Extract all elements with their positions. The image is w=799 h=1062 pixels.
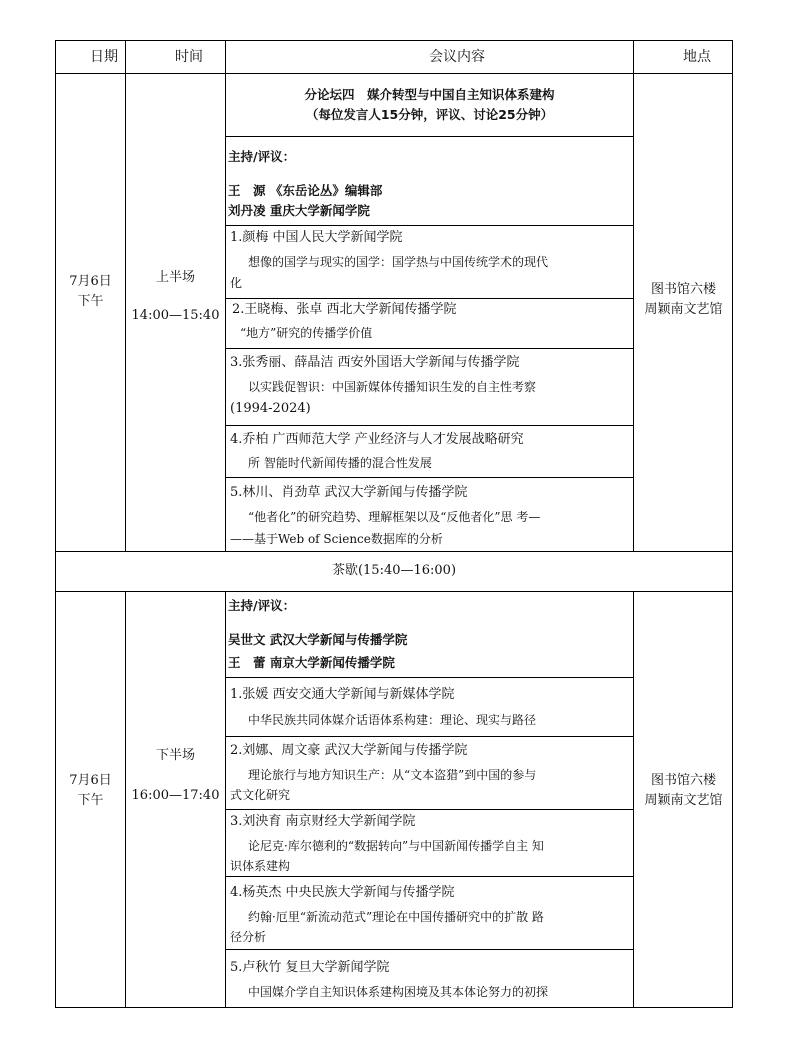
session1-location-line2: 周颖南文艺馆 [644,302,723,317]
talk-speaker: 4.乔柏 广西师范大学 产业经济与人才发展战略研究 [230,432,524,447]
session2-date-line2: 下午 [77,793,104,808]
talk-speaker: 2.王晓梅、张卓 西北大学新闻传播学院 [232,302,457,317]
session1-location [634,280,733,320]
session2-location-line2: 周颖南文艺馆 [644,793,723,808]
talk-title: 约翰·厄里“新流动范式”理论在中国传播研究中的扩散 路 [248,910,544,924]
talk-title: “地方”研究的传播学价值 [240,326,373,340]
session2-host-1: 吴世文 武汉大学新闻与传播学院 [228,632,408,647]
row-divider [225,809,634,810]
session2-time-range: 16:00—17:40 [131,788,220,803]
talk-speaker: 4.杨英杰 中央民族大学新闻与传播学院 [230,885,455,900]
talk-title: 所 智能时代新闻传播的混合性发展 [248,456,432,470]
session1-time [126,268,225,326]
talk-speaker: 1.张媛 西安交通大学新闻与新媒体学院 [230,687,455,702]
table-border-left [55,40,56,1008]
talk-speaker: 3.张秀丽、薛晶洁 西安外国语大学新闻与传播学院 [230,355,520,370]
session1-half: 上半场 [155,270,195,285]
header-divider [55,73,733,74]
talk-title: 以实践促智识：中国新媒体传播知识生发的自主性考察 [248,380,537,394]
row-divider [225,477,634,478]
session2-host-2: 王 蕾 南京大学新闻传播学院 [228,655,395,670]
talk-title: 识体系建构 [230,859,291,873]
session1-host-1: 王 源 《东岳论丛》编辑部 [228,183,383,198]
talk-title: 中华民族共同体媒介话语体系构建：理论、现实与路径 [248,713,537,727]
table-border-right [732,40,733,1008]
forum-title: 分论坛四 媒介转型与中国自主知识体系建构 [304,87,555,102]
talk-title: 理论旅行与地方知识生产：从“文本盗猎”到中国的参与 [248,768,537,782]
talk-speaker: 5.林川、肖劲草 武汉大学新闻与传播学院 [230,485,468,500]
col-divider-2b [225,591,226,1008]
talk-speaker: 1.颜梅 中国人民大学新闻学院 [230,230,403,245]
break-divider-bottom [55,591,733,592]
row-divider [225,348,634,349]
break-divider-top [55,551,733,552]
table-border-bottom [55,1007,733,1008]
coffee-break: 茶歇(15:40—16:00) [331,563,457,578]
session1-time-range: 14:00—15:40 [131,308,220,323]
session1-host-label: 主持/评议： [228,149,296,164]
row-divider [225,136,634,137]
talk-title: 式文化研究 [230,788,291,802]
talk-title: “他者化”的研究趋势、理解框架以及“反他者化”思 考— [248,510,541,524]
row-divider [225,425,634,426]
session1-location-line1: 图书馆六楼 [650,282,716,297]
talk-speaker: 5.卢秋竹 复旦大学新闻学院 [230,960,390,975]
row-divider [225,949,634,950]
table-border-top [55,40,733,41]
talk-speaker: 3.刘泱育 南京财经大学新闻学院 [230,814,416,829]
talk-title: 化 [230,276,243,290]
talk-title: 论尼克·库尔德利的“数据转向”与中国新闻传播学自主 知 [248,839,544,853]
session1-date-line2: 下午 [77,294,104,309]
row-divider [225,677,634,678]
row-divider [225,876,634,877]
talk-title: (1994-2024) [230,401,311,416]
row-divider [225,298,634,299]
forum-title-block [226,85,633,125]
session1-date-line1: 7月6日 [69,274,112,289]
row-divider [225,225,634,226]
session2-location-line1: 图书馆六楼 [650,773,716,788]
session2-half: 下半场 [155,748,195,763]
session1-date [55,272,126,312]
session2-date [55,771,126,811]
talk-title: 中国媒介学自主知识体系建构困境及其本体论努力的初探 [248,985,549,999]
schedule-table: 日期 时间 会议内容 地点 7月6日 下午 上半场 14:00—15:40 图书馆六楼 周颖南文艺馆 分论坛四 媒介转型与中国自主知识体系建构 （每位发言人15分钟，评议、讨论25分钟） 主持/评议： 王 源 《东岳论丛》编辑部 刘丹凌 重庆大学新闻学院 1.颜梅 中国人民大学新闻学院 想像的国学与现实的国学：国学热与中国传统学术的现代 化 2.王晓梅、张卓 西北大学新闻传播学院 “地方”研究的传播学价值 3.张秀丽、薛晶洁 西安外国语大学新闻与传播学院 以实践促智识：中国新媒体传播知识生发的自主性考察 (1994-2024) 4.乔柏 广西师范大学 产业经济与人才发展战略研究 所 智能时代新闻传播的混合性发展 5.林川、肖劲草 武汉大学新闻与传播学院 “他者化”的研究趋势、理解框架以及“反他者化”思 考— ——基于Web of Science数据库的分析 茶歇(15:40—16:00) 7月6日 下午 下半场 16:00—17:40 图书馆六楼 周颖南文艺馆 主持/评议： 吴世文 武汉大学新闻与传播学院 王 蕾 南京大学新闻传播学院 1.张媛 西安交通大学新闻与新媒体学院 中华民族共同体媒介话语体系构建：理论、现实与路径 2.刘娜、周文豪 武汉大学新闻与传播学院 理论旅行与地方知识生产：从“文本盗猎”到中国的参与 式文化研究 3.刘泱育 南京财经大学新闻学院 论尼克·库尔德利的“数据转向”与中国新闻传播学自主 知 识体系建构 4.杨英杰 中央民族大学新闻与传播学院 约翰·厄里“新流动范式”理论在中国传播研究中的扩散 路 径分析 5.卢秋竹 复旦大学新闻学院 中国媒介学自主知识体系建构困境及其本体论努力的初探 [55,40,733,1008]
talk-title: 径分析 [230,930,267,944]
session1-host-2: 刘丹凌 重庆大学新闻学院 [228,203,370,218]
session2-date-line1: 7月6日 [69,773,112,788]
session2-host-label: 主持/评议： [228,598,296,613]
session2-location [634,771,733,811]
talk-title: 想像的国学与现实的国学：国学热与中国传统学术的现代 [248,255,549,269]
talk-speaker: 2.刘娜、周文豪 武汉大学新闻与传播学院 [230,743,468,758]
talk-title: ——基于Web of Science数据库的分析 [230,532,443,546]
session2-time [126,746,225,806]
forum-note: （每位发言人15分钟，评议、讨论25分钟） [305,107,554,122]
row-divider [225,736,634,737]
